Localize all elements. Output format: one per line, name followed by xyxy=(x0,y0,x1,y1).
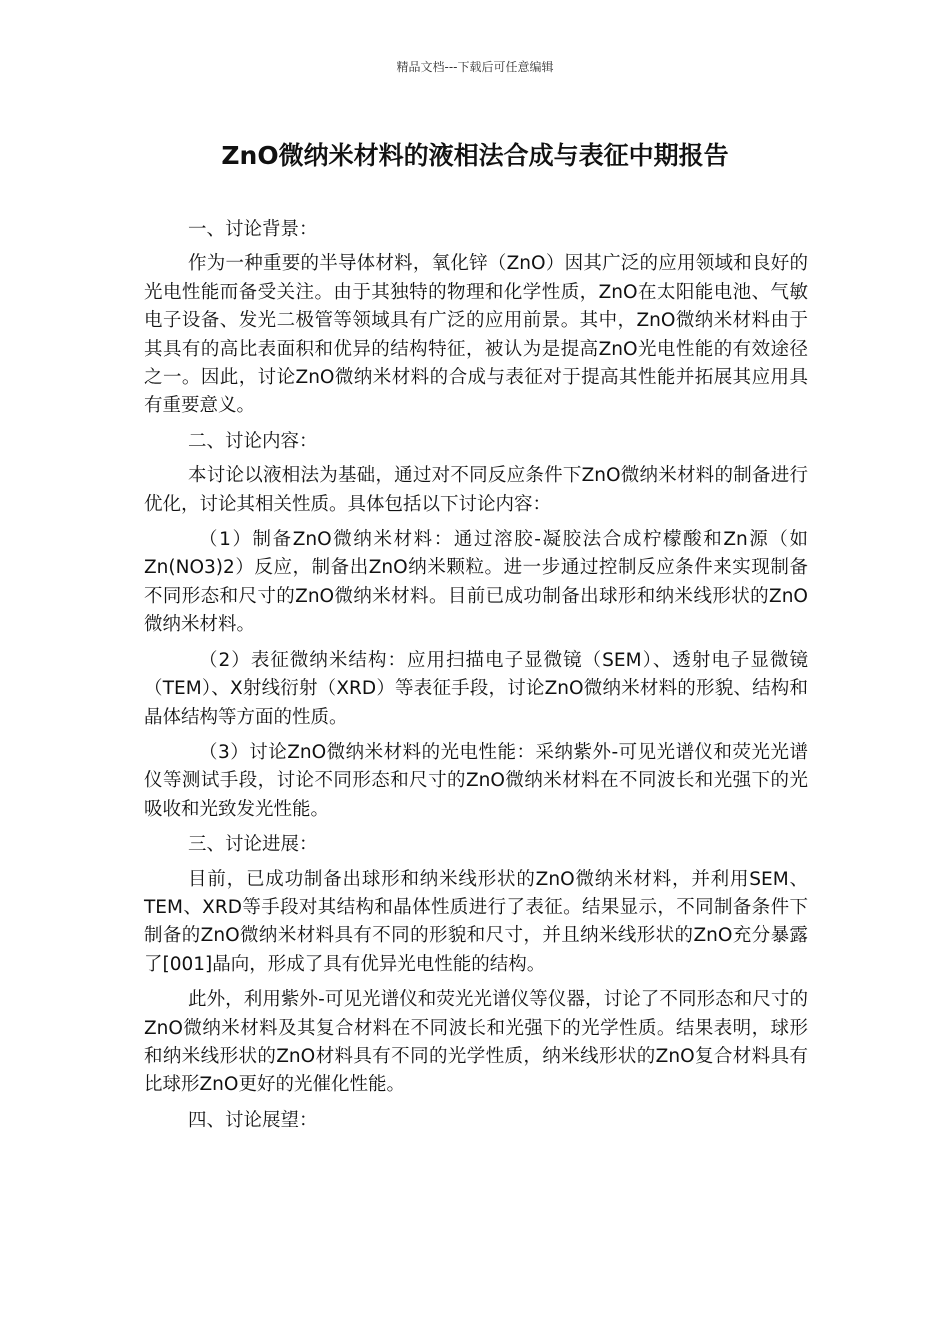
content-item-1: （1）制备ZnO微纳米材料：通过溶胶-凝胶法合成柠檬酸和Zn源（如Zn(NO3)2）反应，制备出ZnO纳米颗粒。进一步通过控制反应条件来实现制备不同形态和尺寸的ZnO微纳米材料。目前已成功制备出球形和纳米线形状的ZnO微纳米材料。 xyxy=(144,529,808,636)
header-note: 精品文档---下载后可任意编辑 xyxy=(396,60,554,74)
paragraph-progress-2: 此外，利用紫外-可见光谱仪和荧光光谱仪等仪器，讨论了不同形态和尺寸的ZnO微纳米材料及其复合材料在不同波长和光强下的光学性质。结果表明，球形和纳米线形状的ZnO材料具有不同的光学性质，纳米线形状的ZnO复合材料具有比球形ZnO更好的光催化性能。 xyxy=(144,989,808,1096)
section-heading-background: 一、讨论背景： xyxy=(188,219,318,240)
paragraph-progress-1: 目前，已成功制备出球形和纳米线形状的ZnO微纳米材料，并利用SEM、TEM、XRD等手段对其结构和晶体性质进行了表征。结果显示，不同制备条件下制备的ZnO微纳米材料具有不同的形貌和尺寸，并且纳米线形状的ZnO充分暴露了[001]晶向，形成了具有优异光电性能的结构。 xyxy=(144,868,808,975)
document-title: ZnO微纳米材料的液相法合成与表征中期报告 xyxy=(221,141,729,170)
paragraph-background: 作为一种重要的半导体材料，氧化锌（ZnO）因其广泛的应用领域和良好的光电性能而备受关注。由于其独特的物理和化学性质，ZnO在太阳能电池、气敏电子设备、发光二极管等领域具有广泛的应用前景。其中，ZnO微纳米材料由于其具有的高比表面积和优异的结构特征，被认为是提高ZnO光电性能的有效途径之一。因此，讨论ZnO微纳米材料的合成与表征对于提高其性能并拓展其应用具有重要意义。 xyxy=(144,253,808,417)
section-heading-progress: 三、讨论进展： xyxy=(188,834,318,856)
content-item-3: （3）讨论ZnO微纳米材料的光电性能：采纳紫外-可见光谱仪和荧光光谱仪等测试手段，讨论不同形态和尺寸的ZnO微纳米材料在不同波长和光强下的光吸收和光致发光性能。 xyxy=(144,741,808,820)
content-item-2: （2）表征微纳米结构：应用扫描电子显微镜（SEM）、透射电子显微镜（TEM）、X射线衍射（XRD）等表征手段，讨论ZnO微纳米材料的形貌、结构和晶体结构等方面的性质。 xyxy=(144,649,808,728)
section-heading-content: 二、讨论内容： xyxy=(188,430,318,452)
paragraph-content-intro: 本讨论以液相法为基础，通过对不同反应条件下ZnO微纳米材料的制备进行优化，讨论其相关性质。具体包括以下讨论内容： xyxy=(144,465,808,515)
section-heading-outlook: 四、讨论展望： xyxy=(188,1109,318,1131)
document-body xyxy=(144,216,808,1141)
